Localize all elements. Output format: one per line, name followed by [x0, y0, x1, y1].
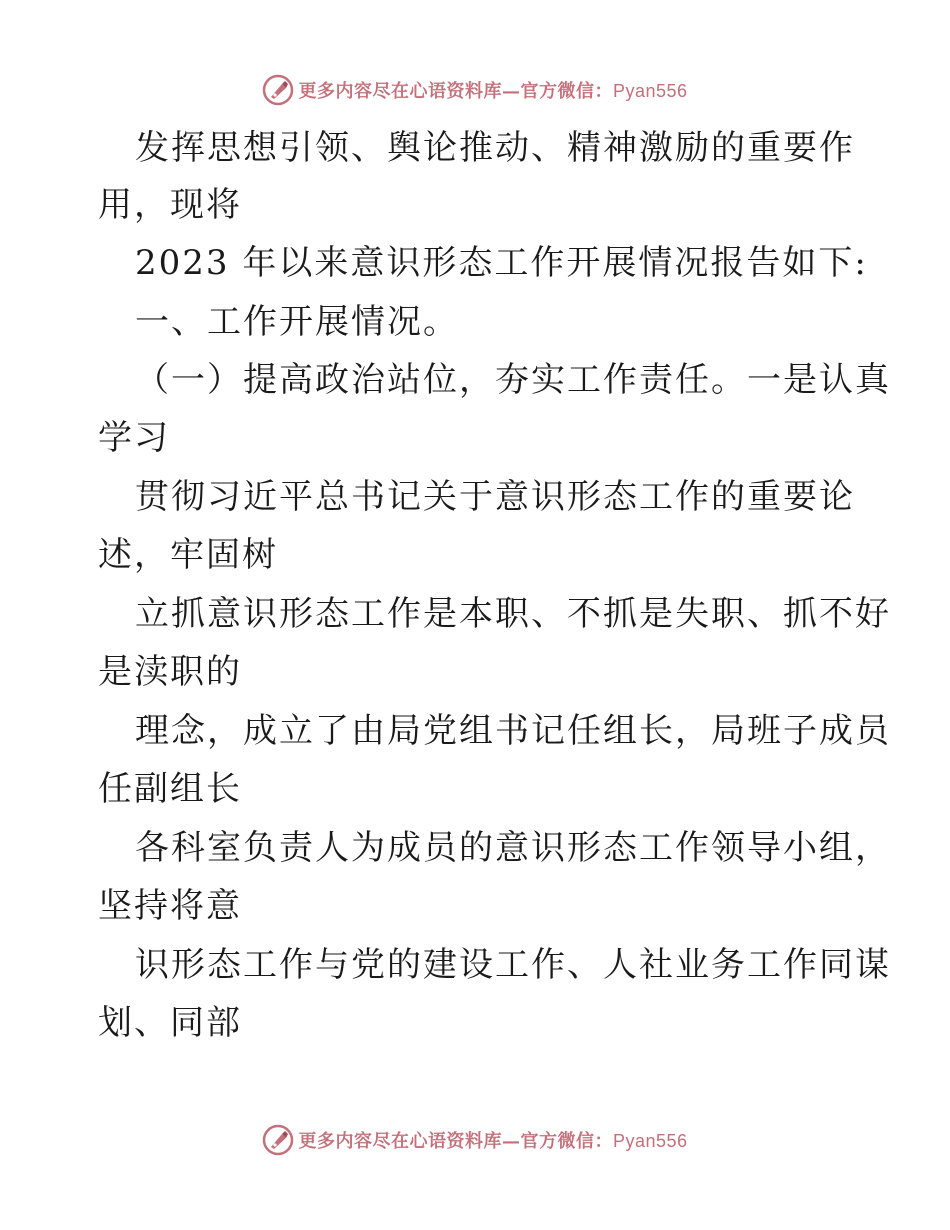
paragraph-line: 各科室负责人为成员的意识形态工作领导小组，: [135, 828, 891, 868]
footer-watermark-banner: [0, 1120, 950, 1160]
paragraph-line: 立抓意识形态工作是本职、不抓是失职、抓不好: [135, 594, 891, 634]
pen-nib-logo-icon: [262, 1124, 294, 1156]
section-heading: 一、工作开展情况。: [135, 302, 459, 342]
header-watermark-banner: [0, 70, 950, 110]
paragraph-line: 2023 年以来意识形态工作开展情况报告如下:: [135, 243, 868, 283]
paragraph-line: 识形态工作与党的建设工作、人社业务工作同谋: [135, 945, 891, 985]
subsection-heading: （一）提高政治站位，夯实工作责任。一是认真: [135, 360, 891, 400]
paragraph-line: 发挥思想引领、舆论推动、精神激励的重要作: [135, 128, 855, 168]
paragraph-line: 学习: [98, 418, 170, 458]
pen-nib-logo-icon: [262, 74, 294, 106]
paragraph-line: 是渎职的: [98, 652, 242, 692]
paragraph-line: 划、同部: [98, 1003, 242, 1043]
paragraph-line: 贯彻习近平总书记关于意识形态工作的重要论: [135, 477, 855, 517]
paragraph-line: 任副组长: [98, 769, 242, 809]
paragraph-line: 坚持将意: [98, 886, 242, 926]
watermark-text: 更多内容尽在心语资料库—官方微信：Pyan556: [298, 1131, 688, 1152]
paragraph-line: 述，牢固树: [98, 535, 278, 575]
paragraph-line: 用，现将: [98, 185, 242, 225]
watermark-text: 更多内容尽在心语资料库—官方微信：Pyan556: [298, 81, 688, 102]
paragraph-line: 理念，成立了由局党组书记任组长，局班子成员: [135, 711, 891, 751]
